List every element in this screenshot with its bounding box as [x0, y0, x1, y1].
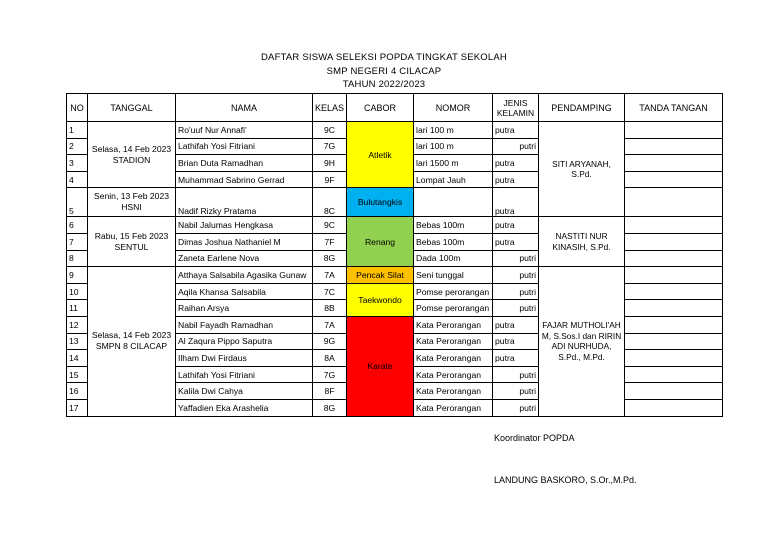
cell-jk: putri: [493, 283, 539, 300]
cell-nomor: Seni tunggal: [414, 267, 493, 284]
cell-nama: Al Zaqura Pippo Saputra: [176, 333, 313, 350]
cell-nama: Yaffadien Eka Arashelia: [176, 399, 313, 416]
cell-jk: putra: [493, 171, 539, 188]
cell-nama: Muhammad Sabrino Gerrad: [176, 171, 313, 188]
cell-kelas: 8F: [313, 383, 347, 400]
cell-signature[interactable]: [625, 333, 723, 350]
cell-nomor: Kata Perorangan: [414, 316, 493, 333]
cell-jk: putra: [493, 188, 539, 217]
cell-no: 3: [67, 155, 88, 172]
cell-nama: Aqila Khansa Salsabila: [176, 283, 313, 300]
doc-title-line3: TAHUN 2022/2023: [342, 79, 426, 90]
cell-cabor: Atletik: [347, 122, 414, 188]
table-header-row: [67, 94, 723, 122]
doc-title-line1: DAFTAR SISWA SELEKSI POPDA TINGKAT SEKOLAH: [261, 52, 507, 63]
cell-no: 12: [67, 316, 88, 333]
cell-jk: putri: [493, 250, 539, 267]
cell-signature[interactable]: [625, 250, 723, 267]
cell-nama: Kalila Dwi Cahya: [176, 383, 313, 400]
cell-no: 5: [67, 188, 88, 217]
cell-kelas: 7A: [313, 267, 347, 284]
cell-nomor: Kata Perorangan: [414, 399, 493, 416]
cell-no: 14: [67, 350, 88, 367]
cell-no: 13: [67, 333, 88, 350]
cell-jk: putra: [493, 233, 539, 250]
cell-signature[interactable]: [625, 138, 723, 155]
cell-kelas: 7C: [313, 283, 347, 300]
table-row: [67, 188, 723, 217]
cell-signature[interactable]: [625, 171, 723, 188]
cell-signature[interactable]: [625, 316, 723, 333]
cell-nama: Nadif Rizky Pratama: [176, 188, 313, 217]
cell-nama: Nabil Jalumas Hengkasa: [176, 217, 313, 234]
cell-nama: Nabil Fayadh Ramadhan: [176, 316, 313, 333]
cell-kelas: 7A: [313, 316, 347, 333]
table-row: [67, 122, 723, 139]
cell-signature[interactable]: [625, 122, 723, 139]
cell-nomor: Dada 100m: [414, 250, 493, 267]
cell-signature[interactable]: [625, 233, 723, 250]
cell-kelas: 7G: [313, 138, 347, 155]
cell-nama: Brian Duta Ramadhan: [176, 155, 313, 172]
cell-no: 15: [67, 366, 88, 383]
cell-nomor: lari 100 m: [414, 138, 493, 155]
cell-kelas: 8B: [313, 300, 347, 317]
col-nomor: NOMOR: [414, 94, 493, 122]
cell-nama: Ilham Dwi Firdaus: [176, 350, 313, 367]
cell-jk: putra: [493, 217, 539, 234]
cell-nomor: Kata Perorangan: [414, 366, 493, 383]
cell-kelas: 8C: [313, 188, 347, 217]
cell-signature[interactable]: [625, 383, 723, 400]
cell-signature[interactable]: [625, 217, 723, 234]
col-cabor: CABOR: [347, 94, 414, 122]
cell-nama: Atthaya Salsabila Agasika Gunaw: [176, 267, 313, 284]
cell-kelas: 8G: [313, 250, 347, 267]
cell-jk: putri: [493, 138, 539, 155]
table-row: [67, 217, 723, 234]
student-table: [66, 93, 723, 417]
cell-nomor: lari 1500 m: [414, 155, 493, 172]
col-tanda-tangan: TANDA TANGAN: [625, 94, 723, 122]
cell-pendamping: SITI ARYANAH, S.Pd.: [539, 122, 625, 217]
cell-nama: Zaneta Earlene Nova: [176, 250, 313, 267]
cell-cabor: Renang: [347, 217, 414, 267]
col-no: NO: [67, 94, 88, 122]
cell-nama: Raihan Arsya: [176, 300, 313, 317]
cell-jk: putra: [493, 350, 539, 367]
cell-nomor: [414, 188, 493, 217]
cell-signature[interactable]: [625, 300, 723, 317]
col-pendamping: PENDAMPING: [539, 94, 625, 122]
cell-nomor: Kata Perorangan: [414, 333, 493, 350]
cell-cabor: Taekwondo: [347, 283, 414, 316]
cell-kelas: 9C: [313, 217, 347, 234]
cell-no: 11: [67, 300, 88, 317]
cell-kelas: 9G: [313, 333, 347, 350]
cell-signature[interactable]: [625, 155, 723, 172]
cell-jk: putra: [493, 155, 539, 172]
cell-jk: putri: [493, 399, 539, 416]
cell-kelas: 7F: [313, 233, 347, 250]
cell-jk: putri: [493, 366, 539, 383]
cell-no: 8: [67, 250, 88, 267]
cell-tanggal: Rabu, 15 Feb 2023 SENTUL: [88, 217, 176, 267]
cell-nomor: Bebas 100m: [414, 217, 493, 234]
cell-jk: putri: [493, 383, 539, 400]
cell-pendamping: NASTITI NUR KINASIH, S.Pd.: [539, 217, 625, 267]
cell-no: 10: [67, 283, 88, 300]
cell-tanggal: Senin, 13 Feb 2023 HSNI: [88, 188, 176, 217]
cell-jk: putra: [493, 122, 539, 139]
cell-kelas: 9H: [313, 155, 347, 172]
cell-signature[interactable]: [625, 267, 723, 284]
doc-title-line2: SMP NEGERI 4 CILACAP: [326, 66, 442, 77]
cell-nomor: Kata Perorangan: [414, 350, 493, 367]
col-tanggal: TANGGAL: [88, 94, 176, 122]
footer-name: LANDUNG BASKORO, S.Or.,M.Pd.: [494, 475, 637, 485]
cell-kelas: 9F: [313, 171, 347, 188]
cell-nama: Lathifah Yosi Fitriani: [176, 366, 313, 383]
col-kelas: KELAS: [313, 94, 347, 122]
cell-no: 9: [67, 267, 88, 284]
cell-nomor: Pomse perorangan: [414, 283, 493, 300]
cell-cabor: Bulutangkis: [347, 188, 414, 217]
cell-nomor: Kata Perorangan: [414, 383, 493, 400]
cell-signature[interactable]: [625, 366, 723, 383]
cell-signature[interactable]: [625, 399, 723, 416]
cell-no: 1: [67, 122, 88, 139]
cell-no: 4: [67, 171, 88, 188]
cell-signature[interactable]: [625, 188, 723, 217]
cell-kelas: 8A: [313, 350, 347, 367]
cell-nomor: Pomse perorangan: [414, 300, 493, 317]
cell-nomor: Bebas 100m: [414, 233, 493, 250]
table-row: [67, 267, 723, 284]
cell-no: 17: [67, 399, 88, 416]
cell-jk: putri: [493, 300, 539, 317]
cell-signature[interactable]: [625, 283, 723, 300]
cell-no: 2: [67, 138, 88, 155]
cell-nama: Lathifah Yosi Fitriani: [176, 138, 313, 155]
footer-role: Koordinator POPDA: [494, 433, 575, 443]
cell-nama: Dimas Joshua Nathaniel M: [176, 233, 313, 250]
cell-no: 7: [67, 233, 88, 250]
col-nama: NAMA: [176, 94, 313, 122]
cell-cabor: Pencak Silat: [347, 267, 414, 284]
cell-jk: putri: [493, 267, 539, 284]
cell-kelas: 7G: [313, 366, 347, 383]
cell-nomor: Lompat Jauh: [414, 171, 493, 188]
cell-kelas: 8G: [313, 399, 347, 416]
cell-nama: Ro'uuf Nur Annafi': [176, 122, 313, 139]
cell-tanggal: Selasa, 14 Feb 2023 SMPN 8 CILACAP: [88, 267, 176, 416]
cell-signature[interactable]: [625, 350, 723, 367]
cell-pendamping: FAJAR MUTHOLI'AH M, S.Sos.I dan RIRIN ADI NURHUDA, S.Pd., M.Pd.: [539, 267, 625, 416]
cell-jk: putra: [493, 316, 539, 333]
cell-nomor: lari 100 m: [414, 122, 493, 139]
cell-no: 6: [67, 217, 88, 234]
cell-no: 16: [67, 383, 88, 400]
cell-kelas: 9C: [313, 122, 347, 139]
cell-jk: putra: [493, 333, 539, 350]
col-jenis-kelamin: JENIS KELAMIN: [493, 94, 539, 122]
cell-cabor: Karate: [347, 316, 414, 416]
cell-tanggal: Selasa, 14 Feb 2023 STADION: [88, 122, 176, 188]
